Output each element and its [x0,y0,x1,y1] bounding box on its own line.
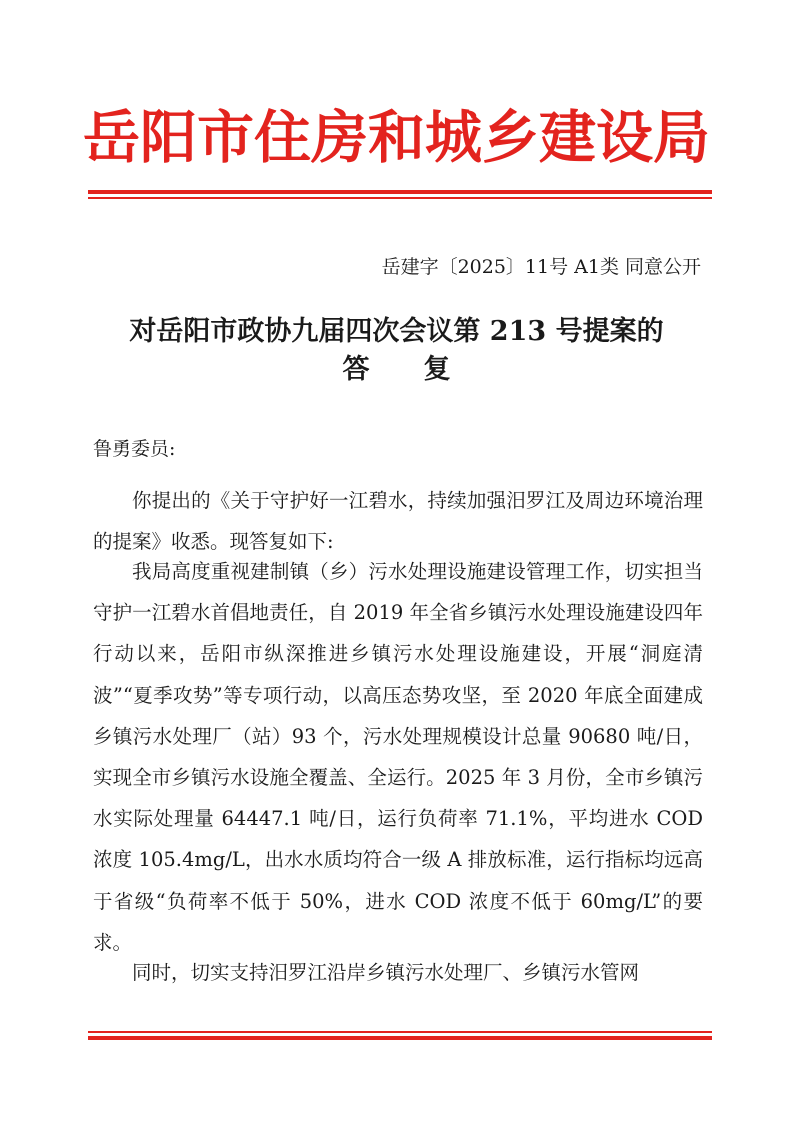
org-letterhead-title: 岳阳市住房和城乡建设局 [83,105,710,171]
document-title-line2: 答 复 [342,354,451,385]
body-paragraph-2: 我局高度重视建制镇（乡）污水处理设施建设管理工作，切实担当守护一江碧水首倡地责任，自 2019 年全省乡镇污水处理设施建设四年行动以来，岳阳市纵深推进乡镇污水处理设施建设，开展“洞庭清波”“夏季攻势”等专项行动，以高压态势攻坚，至 2020 年底全面建成乡镇污水处理厂（站）93 个，污水处理规模设计总量 90680 吨/日，实现全市乡镇污水设施全覆盖、全运行。2025 年 3 月份，全市乡镇污水实际处理量 64447.1 吨/日，运行负荷率 71.1%，平均进水 COD 浓度 105.4mg/L，出水水质均符合一级 A 排放标准，运行指标均远高于省级“负荷率不低于 50%，进水 COD 浓度不低于 60mg/L”的要求。 [93,560,703,954]
document-title-line1: 对岳阳市政协九届四次会议第 213 号提案的 [129,316,664,347]
salutation: 鲁勇委员: [93,438,176,460]
footer-rule-thin [88,1031,712,1033]
footer-rule-thick [88,1036,712,1040]
letterhead-rule-thin [88,197,712,199]
body-paragraph-1: 你提出的《关于守护好一江碧水，持续加强汨罗江及周边环境治理的提案》收悉。现答复如下: [93,489,703,554]
letterhead-rule-thick [88,190,712,194]
document-number: 岳建字〔2025〕11号 A1类 同意公开 [381,256,701,278]
body-paragraph-3: 同时，切实支持汨罗江沿岸乡镇污水处理厂、乡镇污水管网 [132,961,640,984]
